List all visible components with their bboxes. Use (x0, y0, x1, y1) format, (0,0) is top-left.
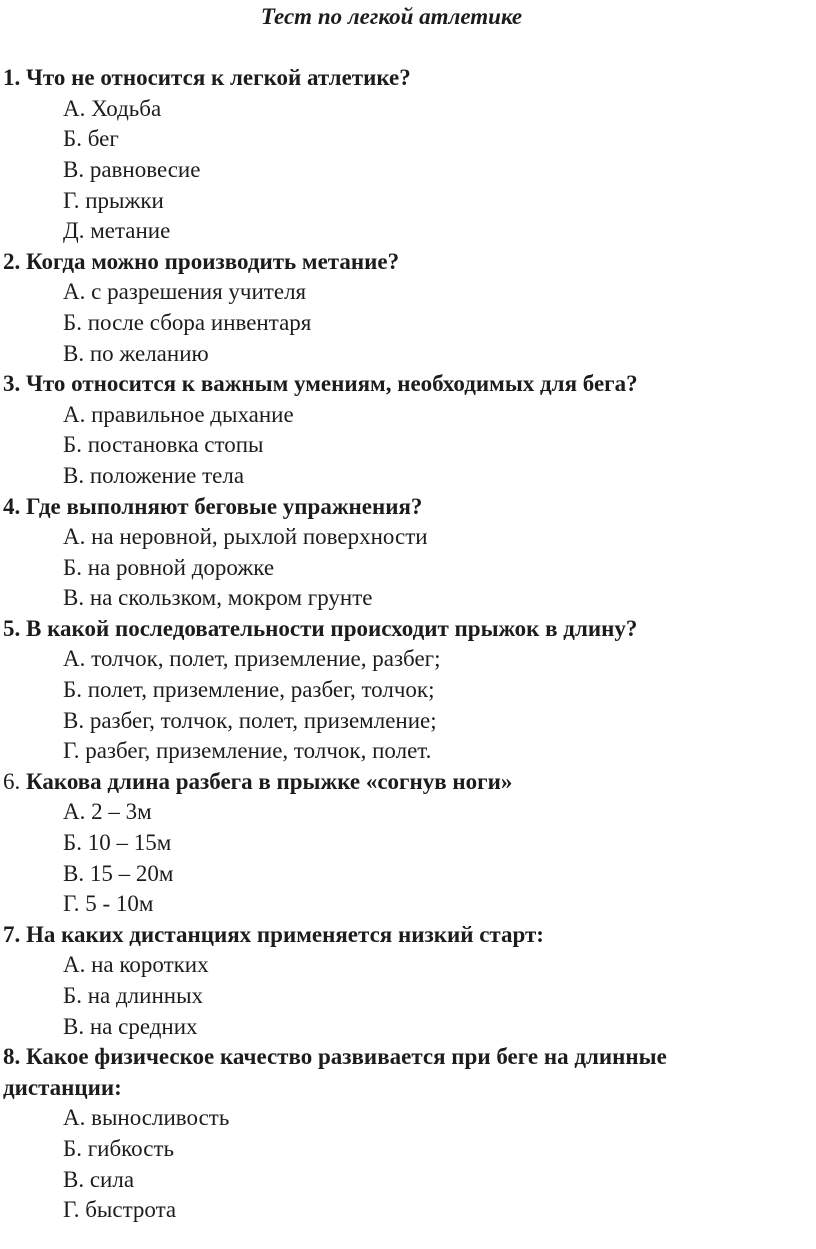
answer-option: А. с разрешения учителя (63, 279, 307, 305)
answer-option: В. по желанию (63, 340, 209, 366)
answer-option: Г. 5 - 10м (63, 891, 154, 917)
question-block-8 (3, 1042, 780, 1226)
answer-option: Б. на длинных (63, 983, 204, 1008)
answer-option: Б. постановка стопы (63, 432, 264, 458)
question-number: 2. (3, 248, 21, 274)
answer-option: Г. разбег, приземление, толчок, полет. (63, 738, 432, 764)
answer-option: А. выносливость (63, 1105, 230, 1131)
question-title: Какова длина разбега в прыжке «согнув ноги» (26, 768, 513, 794)
answer-option: Г. быстрота (63, 1197, 177, 1223)
answer-option: Б. полет, приземление, разбег, толчок; (63, 677, 435, 703)
answer-option: В. на средних (63, 1013, 198, 1039)
question-text (3, 247, 780, 278)
question-text (3, 767, 780, 798)
answer-option: А. правильное дыхание (63, 401, 294, 427)
answer-option: В. положение тела (63, 462, 245, 488)
answer-option: А. на коротких (63, 952, 209, 978)
question-title: Где выполняют беговые упражнения? (26, 493, 423, 519)
answer-option: В. на скользком, мокром грунте (63, 585, 373, 611)
question-block-7 (3, 920, 780, 1042)
question-number: 5. (3, 615, 21, 641)
question-block-3 (3, 369, 780, 491)
question-title: Что не относится к легкой атлетике? (26, 65, 411, 91)
question-block-5 (3, 614, 780, 767)
question-block-6 (3, 767, 780, 920)
question-text (3, 1042, 780, 1103)
answer-option: А. толчок, полет, приземление, разбег; (63, 646, 441, 672)
question-title: В какой последовательности происходит прыжок в длину? (26, 615, 638, 641)
answer-option: Г. прыжки (63, 187, 164, 213)
question-title: Какое физическое качество развивается при беге на длинные дистанции: (3, 1044, 667, 1100)
page-title: Тест по легкой атлетике (260, 4, 523, 29)
question-title: Что относится к важным умениям, необходимых для бега? (26, 371, 638, 397)
answer-option: А. Ходьба (63, 95, 162, 121)
answer-option: В. разбег, толчок, полет, приземление; (63, 707, 437, 733)
answer-option: А. 2 – 3м (63, 799, 152, 825)
answer-option: Б. гибкость (63, 1135, 174, 1161)
question-text (3, 63, 780, 94)
answer-option: Д. метание (63, 218, 171, 244)
answer-option: В. равновесие (63, 156, 201, 182)
answer-option: Б. 10 – 15м (63, 830, 172, 856)
question-title: На каких дистанциях применяется низкий старт: (26, 921, 544, 947)
question-text (3, 614, 780, 645)
question-block-1 (3, 63, 780, 247)
answer-option: В. 15 – 20м (63, 860, 174, 886)
question-text (3, 369, 780, 400)
answer-option: В. сила (63, 1166, 135, 1192)
question-number: 6. (3, 768, 21, 794)
question-number: 3. (3, 371, 21, 397)
question-number: 1. (3, 65, 21, 91)
question-text (3, 492, 780, 523)
question-block-2 (3, 247, 780, 369)
question-number: 4. (3, 493, 21, 519)
question-text (3, 920, 780, 951)
question-block-4 (3, 492, 780, 614)
question-number: 7. (3, 921, 21, 947)
answer-option: А. на неровной, рыхлой поверхности (63, 524, 428, 550)
answer-option: Б. после сбора инвентаря (63, 309, 312, 335)
question-number: 8. (3, 1044, 21, 1070)
question-title: Когда можно производить метание? (26, 248, 400, 274)
answer-option: Б. на ровной дорожке (63, 554, 275, 580)
answer-option: Б. бег (63, 126, 119, 152)
